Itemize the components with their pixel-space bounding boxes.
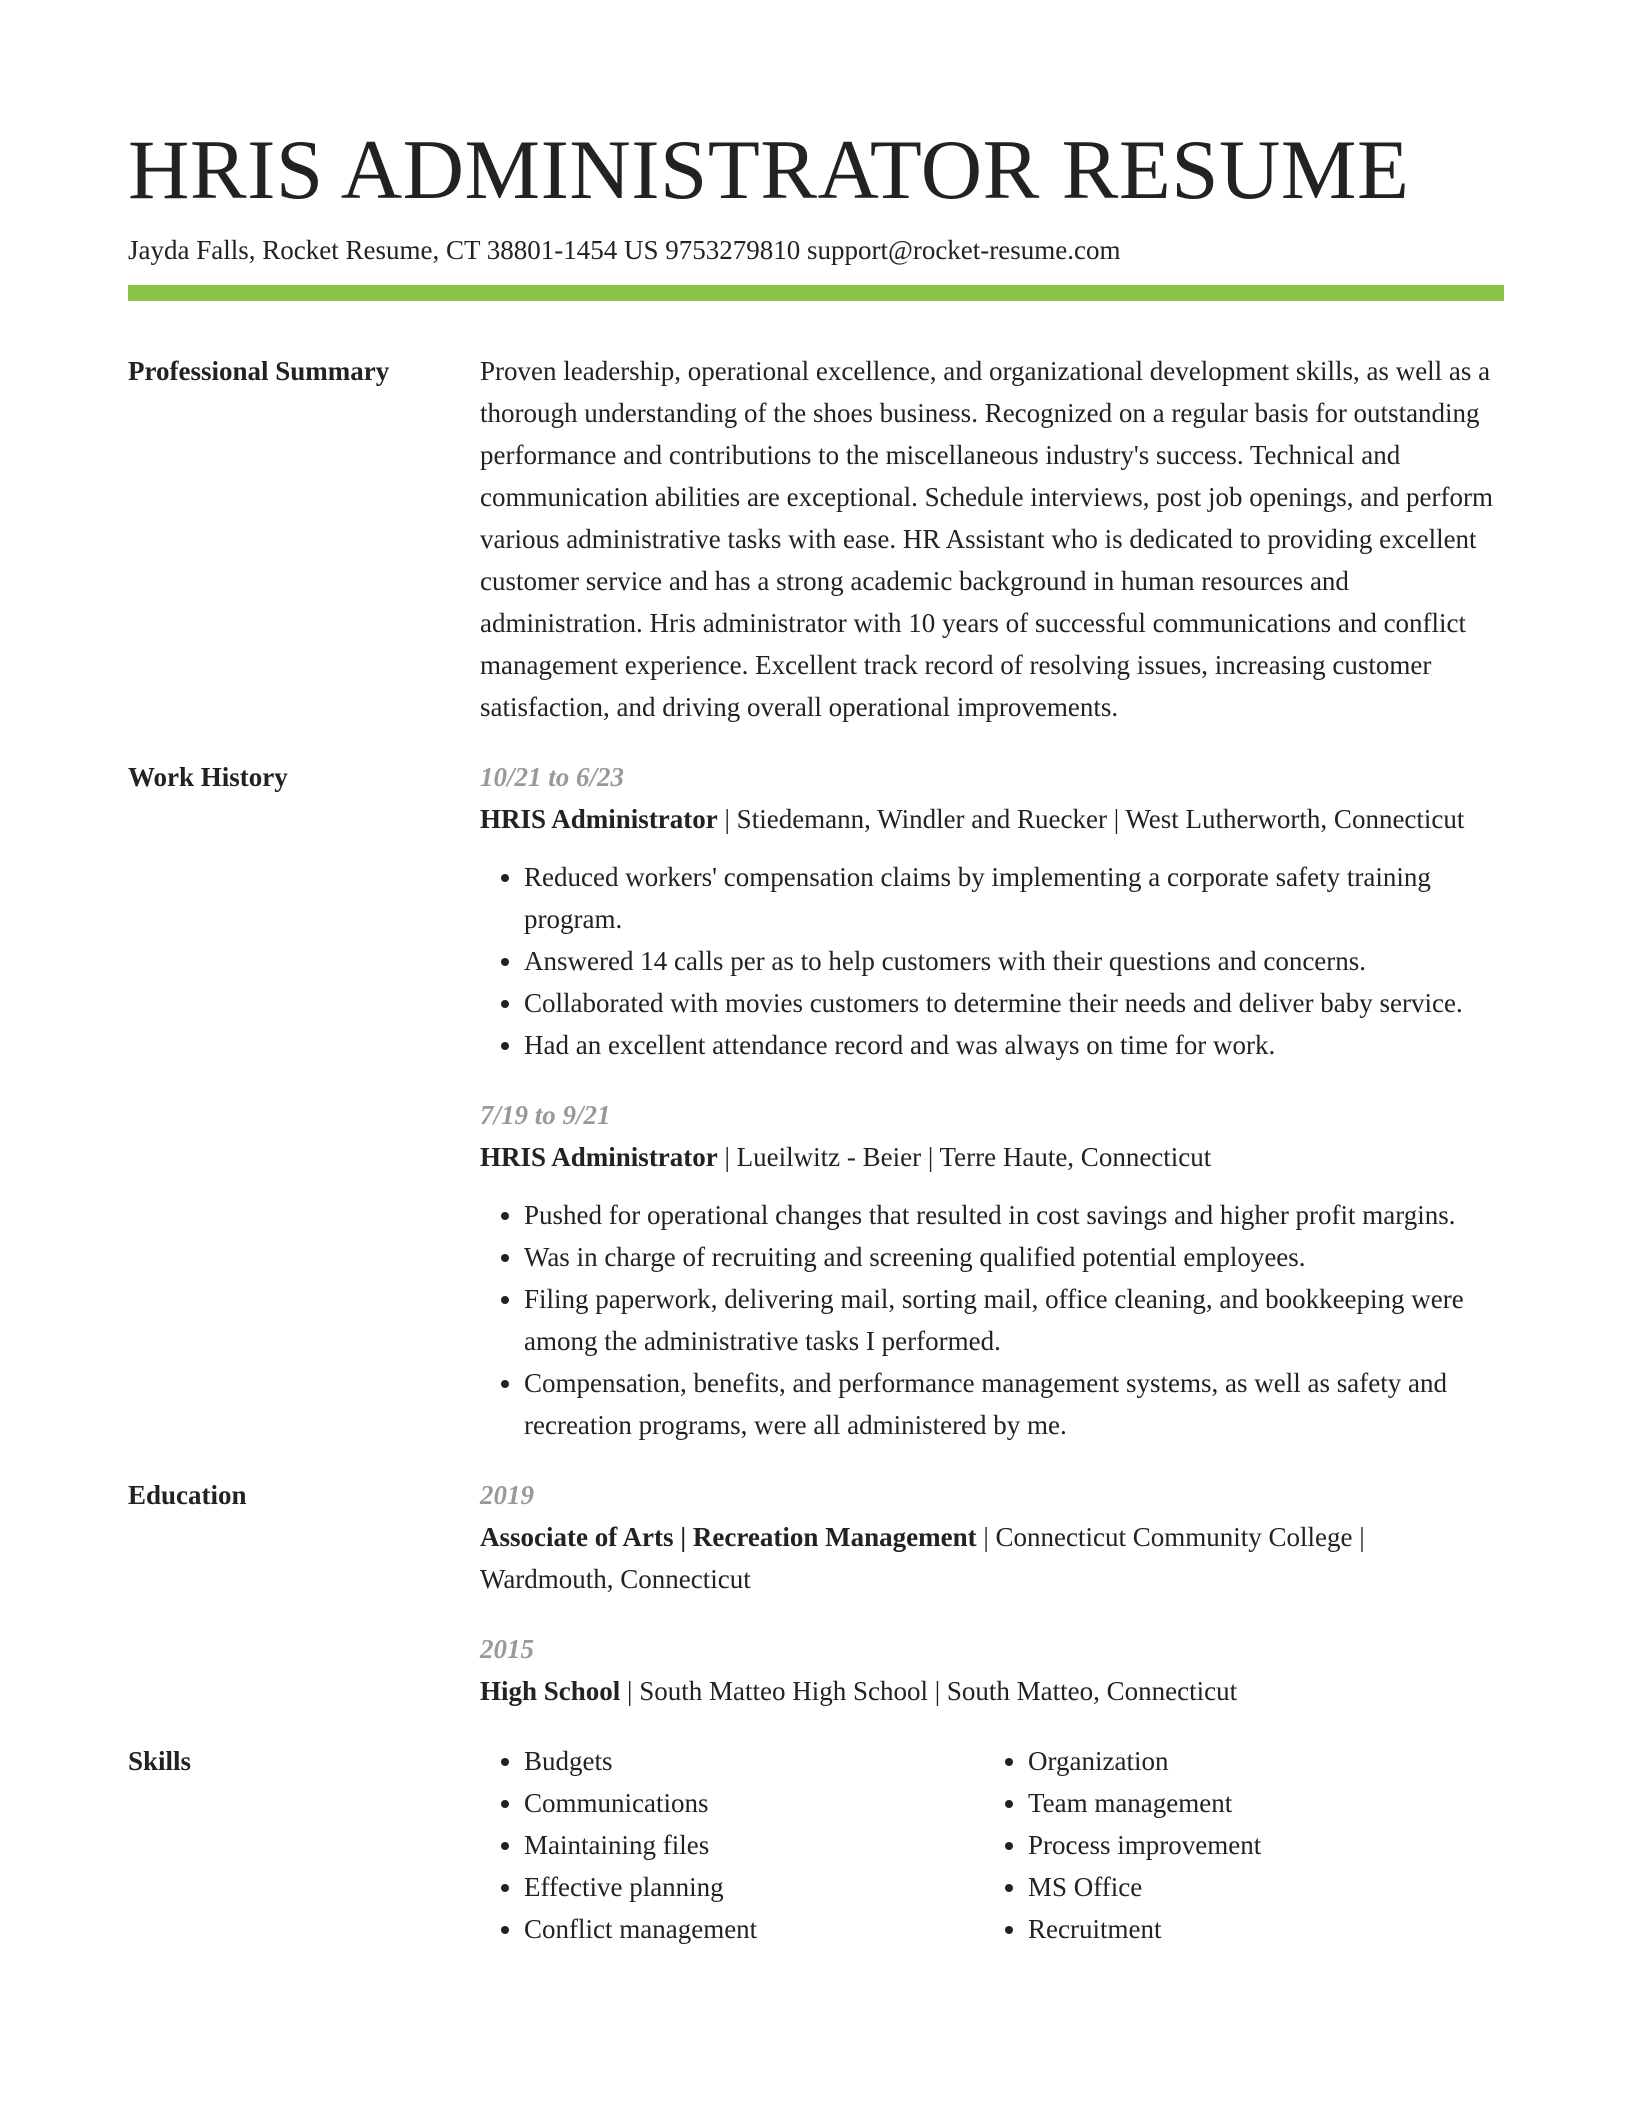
job-title: HRIS Administrator xyxy=(480,804,718,834)
summary-text: Proven leadership, operational excellence, and organizational development skills, as well as a thorough understanding of the shoes business. Recognized on a regular basis for outstanding performance and contributions to the miscellaneous industry's success. Technical and communication abilities are exceptional. Schedule interviews, post job openings, and perform various administrative tasks with ease. HR Assistant who is dedicated to providing excellent customer service and has a strong academic background in human resources and administration. Hris administrator with 10 years of successful communications and conflict management experience. Excellent track record of resolving issues, increasing customer satisfaction, and driving overall operational improvements. xyxy=(480,356,1493,722)
job-bullet: • Reduced workers' compensation claims by implementing a corporate safety training program. xyxy=(524,856,1504,940)
education-label: Education xyxy=(128,1480,247,1510)
job-entry xyxy=(480,1094,1504,1446)
education-heading xyxy=(480,1516,1504,1600)
skill-item: • Maintaining files xyxy=(524,1824,984,1866)
skill-item: • Organization xyxy=(1028,1740,1488,1782)
summary-section xyxy=(128,350,1504,728)
job-bullet: • Was in charge of recruiting and screening qualified potential employees. xyxy=(524,1236,1504,1278)
skills-columns xyxy=(480,1740,1504,1950)
job-bullet: • Answered 14 calls per as to help customers with their questions and concerns. xyxy=(524,940,1504,982)
work-history-label: Work History xyxy=(128,762,288,792)
job-entry xyxy=(480,756,1504,1066)
skill-item: • Conflict management xyxy=(524,1908,984,1950)
summary-label: Professional Summary xyxy=(128,356,390,386)
job-details: | Stiedemann, Windler and Ruecker | West Lutherworth, Connecticut xyxy=(717,804,1465,834)
page-title: HRIS ADMINISTRATOR RESUME xyxy=(128,123,1410,217)
skills-list-right xyxy=(984,1740,1488,1950)
skill-item: • Communications xyxy=(524,1782,984,1824)
skill-item: • Effective planning xyxy=(524,1866,984,1908)
job-dates: 7/19 to 9/21 xyxy=(480,1100,611,1130)
skill-item: • MS Office xyxy=(1028,1866,1488,1908)
skills-label: Skills xyxy=(128,1746,192,1776)
job-bullet: • Collaborated with movies customers to determine their needs and deliver baby service. xyxy=(524,982,1504,1024)
job-heading xyxy=(480,798,1504,840)
job-details: | Lueilwitz - Beier | Terre Haute, Connecticut xyxy=(717,1142,1212,1172)
education-section xyxy=(128,1474,1504,1712)
job-title: HRIS Administrator xyxy=(480,1142,718,1172)
job-dates: 10/21 to 6/23 xyxy=(480,762,625,792)
skills-list-left xyxy=(480,1740,984,1950)
job-heading xyxy=(480,1136,1504,1178)
education-details: | Connecticut Community College | Wardmouth, Connecticut xyxy=(480,1522,1365,1594)
job-bullet: • Pushed for operational changes that resulted in cost savings and higher profit margins. xyxy=(524,1194,1504,1236)
job-bullets xyxy=(480,1194,1504,1446)
education-year: 2019 xyxy=(480,1480,534,1510)
degree-title: Associate of Arts | Recreation Management xyxy=(480,1522,977,1552)
job-bullet: • Filing paperwork, delivering mail, sorting mail, office cleaning, and bookkeeping were among the administrative tasks I performed. xyxy=(524,1278,1504,1362)
skill-item: • Budgets xyxy=(524,1740,984,1782)
education-entry xyxy=(480,1628,1504,1712)
job-bullets xyxy=(480,856,1504,1066)
skill-item: • Process improvement xyxy=(1028,1824,1488,1866)
education-year: 2015 xyxy=(480,1634,534,1664)
skill-item: • Recruitment xyxy=(1028,1908,1488,1950)
education-entry xyxy=(480,1474,1504,1600)
resume-content xyxy=(128,350,1504,1978)
work-history-section xyxy=(128,756,1504,1446)
education-details: | South Matteo High School | South Matteo, Connecticut xyxy=(620,1676,1238,1706)
contact-line: Jayda Falls, Rocket Resume, CT 38801-1454 US 9753279810 support@rocket-resume.com xyxy=(128,235,1121,265)
degree-title: High School xyxy=(480,1676,621,1706)
skills-section xyxy=(128,1740,1504,1950)
header-divider xyxy=(128,285,1504,301)
education-heading xyxy=(480,1670,1504,1712)
job-bullet: • Compensation, benefits, and performance management systems, as well as safety and recreation programs, were all administered by me. xyxy=(524,1362,1504,1446)
job-bullet: • Had an excellent attendance record and was always on time for work. xyxy=(524,1024,1504,1066)
skill-item: • Team management xyxy=(1028,1782,1488,1824)
